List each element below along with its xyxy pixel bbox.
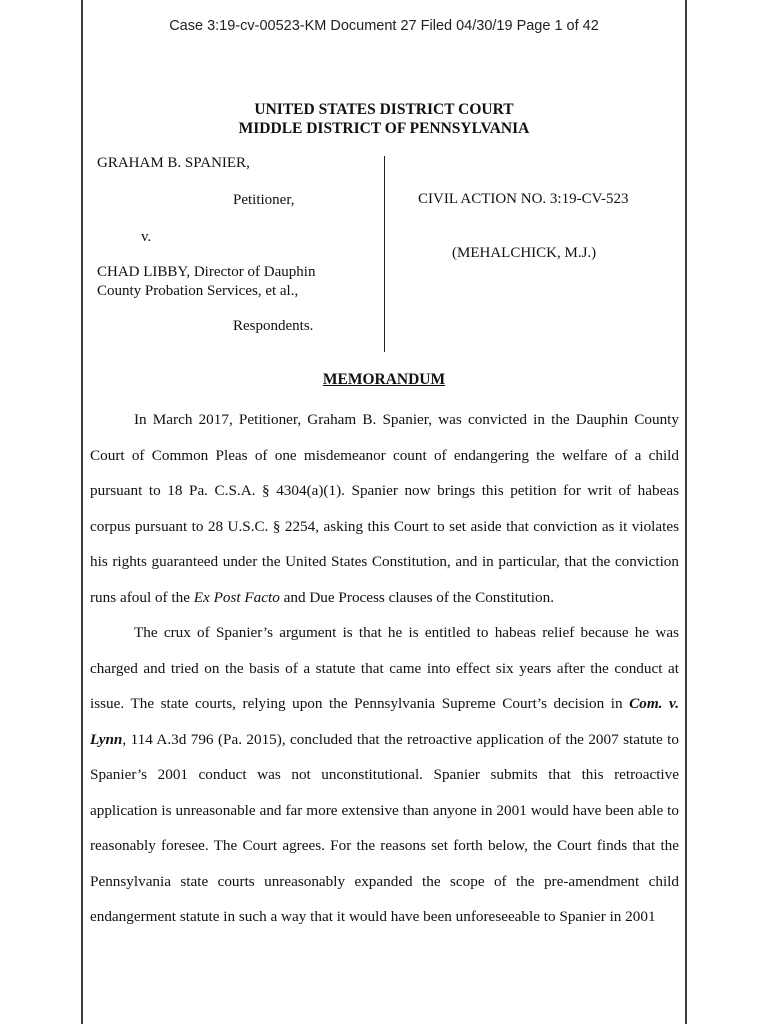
respondent-line-2: County Probation Services, et al., <box>97 283 299 299</box>
case-citation-part-1: Com. v. <box>629 695 679 712</box>
versus: v. <box>141 229 152 245</box>
court-name: UNITED STATES DISTRICT COURT <box>254 101 514 118</box>
page-left-edge <box>81 0 83 1024</box>
memorandum-heading: MEMORANDUM <box>322 371 446 388</box>
page-right-edge <box>685 0 687 1024</box>
court-district: MIDDLE DISTRICT OF PENNSYLVANIA <box>238 120 530 137</box>
court-title <box>0 100 768 138</box>
filing-stamp: Case 3:19-cv-00523-KM Document 27 Filed 04/30/19 Page 1 of 42 <box>169 18 599 34</box>
caption-divider <box>384 156 385 352</box>
paragraph-2: The crux of Spanier’s argument is that he is entitled to habeas relief because he was charged and tried on the basis of a statute that came into effect six years after the conduct at issue. The state courts, relying upon the Pennsylvania Supreme Court’s decision in Com. v. Lynn, 114 A.3d 796 (Pa. 2015), concluded that the retroactive application of the 2007 statute to Spanier’s 2001 conduct was not unconstitutional. Spanier submits that this retroactive application is unreasonable and far more extensive than anyone in 2001 would have been able to reasonably foresee. The Court agrees. For the reasons set forth below, the Court finds that the Pennsylvania state courts unreasonably expanded the scope of the pre-amendment child endangerment statute in such a way that it would have been unforeseeable to Spanier in 2001 <box>90 624 679 925</box>
paragraph-1: In March 2017, Petitioner, Graham B. Spanier, was convicted in the Dauphin County Court of Common Pleas of one misdemeanor count of endangering the welfare of a child pursuant to 18 Pa. C.S.A. § 4304(a)(1). Spanier now brings this petition for writ of habeas corpus pursuant to 28 U.S.C. § 2254, asking this Court to set aside that conviction as it violates his rights guaranteed under the United States Constitution, and in particular, that the conviction runs afoul of the Ex Post Facto and Due Process clauses of the Constitution. <box>90 411 679 606</box>
petitioner-role: Petitioner, <box>233 192 295 208</box>
ex-post-facto-text: Ex Post Facto <box>193 588 280 606</box>
civil-action-number: CIVIL ACTION NO. 3:19-CV-523 <box>418 191 629 207</box>
respondent-line-1: CHAD LIBBY, Director of Dauphin <box>97 264 316 280</box>
magistrate-judge: (MEHALCHICK, M.J.) <box>452 245 597 261</box>
respondent-role: Respondents. <box>233 318 314 334</box>
petitioner-name: GRAHAM B. SPANIER, <box>97 155 250 171</box>
memorandum-body <box>90 402 679 935</box>
case-citation-part-2: Lynn <box>90 730 123 748</box>
